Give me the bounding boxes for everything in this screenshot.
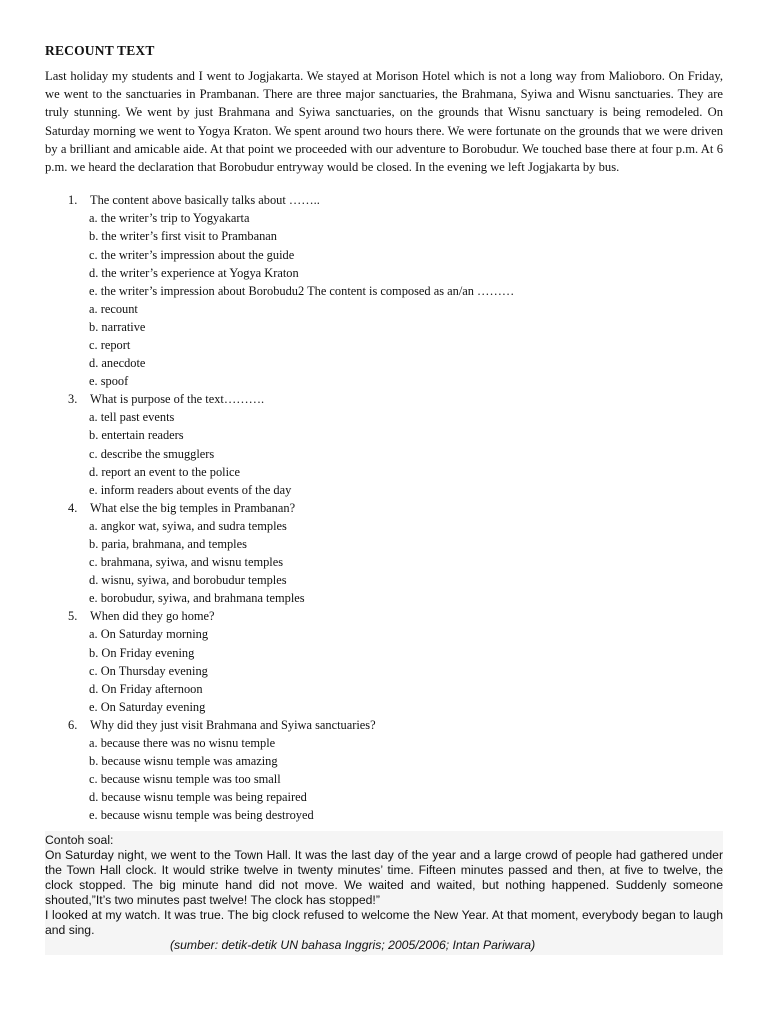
- question-text: The content above basically talks about ……..: [90, 193, 320, 208]
- option-list: [45, 408, 723, 498]
- option-item: b. paria, brahmana, and temples: [89, 537, 247, 551]
- option-item: c. report: [89, 337, 131, 352]
- option-list: [45, 517, 723, 607]
- option-list: [45, 209, 723, 390]
- option-item: d. wisnu, syiwa, and borobudur temples: [89, 573, 287, 588]
- question-number: 3.: [68, 392, 78, 407]
- option-item: a. recount: [89, 301, 138, 316]
- option-item: c. describe the smugglers: [89, 446, 215, 461]
- option-item: a. tell past events: [89, 410, 175, 425]
- example-paragraph: I looked at my watch. It was true. The big clock refused to welcome the New Year. At that moment, everybody began to laugh and sing.: [45, 907, 723, 938]
- document-page: [45, 43, 723, 955]
- option-item: d. the writer’s experience at Yogya Kraton: [89, 265, 299, 280]
- option-item: d. report an event to the police: [89, 464, 241, 479]
- option-item: b. entertain readers: [89, 428, 184, 443]
- question-text: What else the big temples in Prambanan?: [90, 500, 296, 515]
- option-list: [45, 734, 723, 824]
- question-number: 6.: [68, 717, 78, 732]
- option-item: b. the writer’s first visit to Prambanan: [89, 229, 278, 244]
- option-item: a. angkor wat, syiwa, and sudra temples: [89, 518, 287, 533]
- option-item: c. On Thursday evening: [89, 663, 208, 678]
- question-text: Why did they just visit Brahmana and Syiwa sanctuaries?: [90, 717, 376, 732]
- option-item: d. On Friday afternoon: [89, 681, 203, 696]
- question-item: [45, 390, 723, 408]
- question-item: [45, 607, 723, 625]
- option-item: a. because there was no wisnu temple: [89, 736, 276, 751]
- option-item: a. On Saturday morning: [89, 627, 209, 642]
- question-number: 1.: [68, 193, 78, 208]
- option-list: [45, 625, 723, 715]
- option-item: b. because wisnu temple was amazing: [89, 754, 278, 769]
- recount-paragraph: Last holiday my students and I went to Jogjakarta. We stayed at Morison Hotel which is not a long way from Malioboro. On Friday, we went to the sanctuaries in Prambanan. There are three major sanctuaries, the Brahmana, Syiwa and Wisnu sanctuaries. They are truly stunning. We went by just Brahmana and Syiwa sanctuaries, on the grounds that Wisnu sanctuary is being remodeled. On Saturday morning we went to Yogya Kraton. We spent around two hours there. We were fortunate on the grounds that we were driven by a brilliant and amicable aide. At that point we proceeded with our adventure to Borobudur. We touched base there at four p.m. At 6 p.m. we heard the declaration that Borobudur entryway would be closed. In the evening we left Jogjakarta by bus.: [45, 69, 723, 175]
- question-number: 4.: [68, 500, 78, 515]
- question-number: 5.: [68, 609, 78, 624]
- option-item: b. On Friday evening: [89, 645, 195, 660]
- option-item: e. On Saturday evening: [89, 699, 206, 714]
- example-paragraph: On Saturday night, we went to the Town Hall. It was the last day of the year and a large crowd of people had gathered under the Town Hall clock. It would strike twelve in twenty minutes’ time. Fifteen minutes passed and then, at five to twelve, the clock stopped. The big minute hand did not move. We waited and waited, but nothing happened. Suddenly someone shouted,”It’s two minutes past twelve! The clock has stopped!”: [45, 847, 723, 907]
- option-item: e. because wisnu temple was being destroyed: [89, 808, 314, 823]
- option-item: e. spoof: [89, 374, 129, 389]
- option-item: b. narrative: [89, 319, 146, 334]
- option-item: c. brahmana, syiwa, and wisnu temples: [89, 555, 284, 570]
- option-item: d. anecdote: [89, 356, 146, 371]
- example-source: (sumber: detik-detik UN bahasa Inggris; 2005/2006; Intan Pariwara): [170, 938, 536, 953]
- question-text: What is purpose of the text……….: [90, 392, 265, 407]
- document-title: RECOUNT TEXT: [45, 43, 155, 58]
- option-item: a. the writer’s trip to Yogyakarta: [89, 211, 250, 226]
- option-item: c. because wisnu temple was too small: [89, 772, 281, 787]
- example-heading: Contoh soal:: [45, 832, 114, 847]
- question-item: [45, 191, 723, 209]
- question-item: [45, 716, 723, 734]
- option-item: e. borobudur, syiwa, and brahmana temples: [89, 591, 305, 606]
- option-item: d. because wisnu temple was being repaired: [89, 790, 307, 805]
- example-box: [45, 831, 723, 956]
- option-item: e. the writer’s impression about Borobudu2 The content is composed as an/an ………: [89, 283, 515, 298]
- question-text: When did they go home?: [90, 609, 215, 624]
- option-item: e. inform readers about events of the day: [89, 482, 292, 497]
- option-item: c. the writer’s impression about the guide: [89, 247, 295, 262]
- question-list: [45, 191, 723, 824]
- question-item: [45, 499, 723, 517]
